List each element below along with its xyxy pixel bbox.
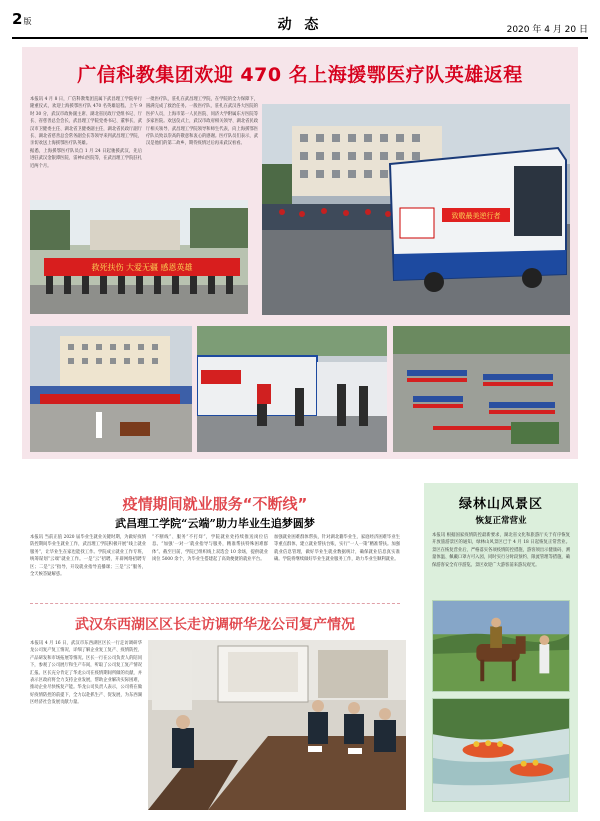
photo-bus-departure (262, 104, 570, 315)
jobs-text-col1: 本报讯 当前正值 2020 届毕业生就业关键时期，为做好疫情防控期间毕业生就业工作，武昌理工学院积极开展“线上就业服务”，让毕业生在家也能找工作。学院成立就业工作专班，统筹谋划“云端”就业工作。一是“云”招聘，开辟网络招聘专区；二是“云”指导，开设就业指导直播课；三是“云”服务，全天候答疑解惑。 (30, 535, 146, 578)
jobs-text-col2: “不断线”、服务“不打烊”，学院就业处持续推送岗位信息。“加强‘一对一’就业指导与服务，精准帮扶特殊困难群体”。截至目前，学院已组织线上双选会 10 余场，提供就业岗位 5000 余个，为毕业生搭建起了高效便捷的就业平台。 (152, 535, 268, 563)
section-divider (30, 603, 400, 604)
visit-headline: 武汉东西湖区区长走访调研华龙公司复产情况 (75, 617, 355, 633)
photo-volunteers-waving (197, 326, 387, 452)
lead-text-col1: 本报讯 4 月 8 日，广信科教集团直属下武昌理工学院举行隆重仪式，欢迎上海援鄂医疗队 470 名英雄返程。上午 9 时 30 分，武汉市政协副主席、湖北省民政厅党组书记、厅长、省慈善总会会长，武昌理工学院党委书记、董事长，武汉市卫健委主任、湖北省卫健委副主任，湖北省民政厅副厅长、湖北省慈善总会常务副会长等领导来到武昌理工学院，亲切欢送上海援鄂医疗队英雄。 据悉，上海援鄂医疗队员自 1 月 24 日起驰援武汉，先后进驻武汉金银潭医院、雷神山医院等，在武昌理工学院驻扎近两个月。 (30, 97, 142, 169)
jobs-text-col3: 加强就业困难群体帮扶，针对湖北籍毕业生、家庭经济困难毕业生等重点群体，建立就业帮扶台账，实行“一人一策”精准帮扶。加强就业信息管理，做好毕业生就业数据统计，确保就业信息真实准确。学院将继续做好毕业生就业服务工作，助力毕业生顺利就业。 (274, 535, 400, 563)
photo-aerial-gathering (393, 326, 570, 452)
photo-staff-banner (30, 200, 248, 314)
staff-banner-text: 救死扶伤 大爱无疆 感恩英雄 (91, 263, 193, 272)
visit-text: 本报讯 4 月 16 日，武汉市东西湖区区长一行走访调研华龙公司复产复工情况，详细了解企业复工复产、疫情防控、产品研发和市场拓展等情况。区长一行在公司负责人的陪同下，参观了公司展厅和生产车间，听取了公司复工复产情况汇报。区长充分肯定了华龙公司在疫情期间所做的贡献，并表示区政府将全力支持企业发展，帮助企业解决实际困难，推动企业尽快恢复产能。华龙公司负责人表示，公司将在做好疫情防控的前提下，全力以赴抓生产、促发展，为东西湖区经济社会发展贡献力量。 (30, 641, 142, 706)
scenic-text: 本报讯 根据国家疫情防控最新要求，湖北省文化和旅游厅关于有序恢复开放旅游景区的通知，绿林山风景区已于 4 月 18 日起恢复正常营业。景区在恢复营业后，严格落实各项疫情防控措施，游客须出示健康码、测量体温、佩戴口罩方可入园，同时实行分时段预约、限流管理等措施，确保游客安全有序游览。景区欢迎广大游客前来游玩观光。 (432, 533, 570, 568)
page-number: 2版 (12, 10, 32, 28)
jobs-headline: 疫情期间就业服务“不断线” (122, 495, 308, 513)
photo-river-rafting (432, 698, 570, 802)
lead-headline: 广信科教集团欢迎 470 名上海援鄂医疗队英雄返程 (77, 64, 523, 86)
issue-date: 2020 年 4 月 20 日 (506, 25, 588, 35)
header-rule (12, 37, 588, 39)
photo-horse-rider (432, 600, 570, 692)
photo-meeting-room (148, 640, 406, 810)
scenic-headline: 绿林山风景区 (458, 497, 543, 512)
lead-text-col2: 一批医疗队，驻扎在武昌理工学院，在学院的全力保障下，圆满完成了救治任务。一般医疗队、驻扎在武汉各大医院的医护人员，上海市第一人民医院、同济大学附属东方医院等多家医院。欢送仪式上，武汉市政府相关领导、湖北省民政厅相关领导、武昌理工学院领导和师生代表，向上海援鄂医疗队员致以崇高的敬意和衷心的感谢。医疗队员们表示，武汉是他们的第二故乡，期待疫情过后再来武汉看看。 (146, 97, 258, 147)
bus-banner-text: 致敬最美逆行者 (451, 212, 501, 220)
scenic-subheadline: 恢复正常营业 (475, 516, 527, 526)
jobs-subheadline: 武昌理工学院“云端”助力毕业生追梦圆梦 (115, 517, 315, 530)
section-name: 动 态 (277, 17, 323, 33)
photo-campus-crowd (30, 326, 192, 452)
